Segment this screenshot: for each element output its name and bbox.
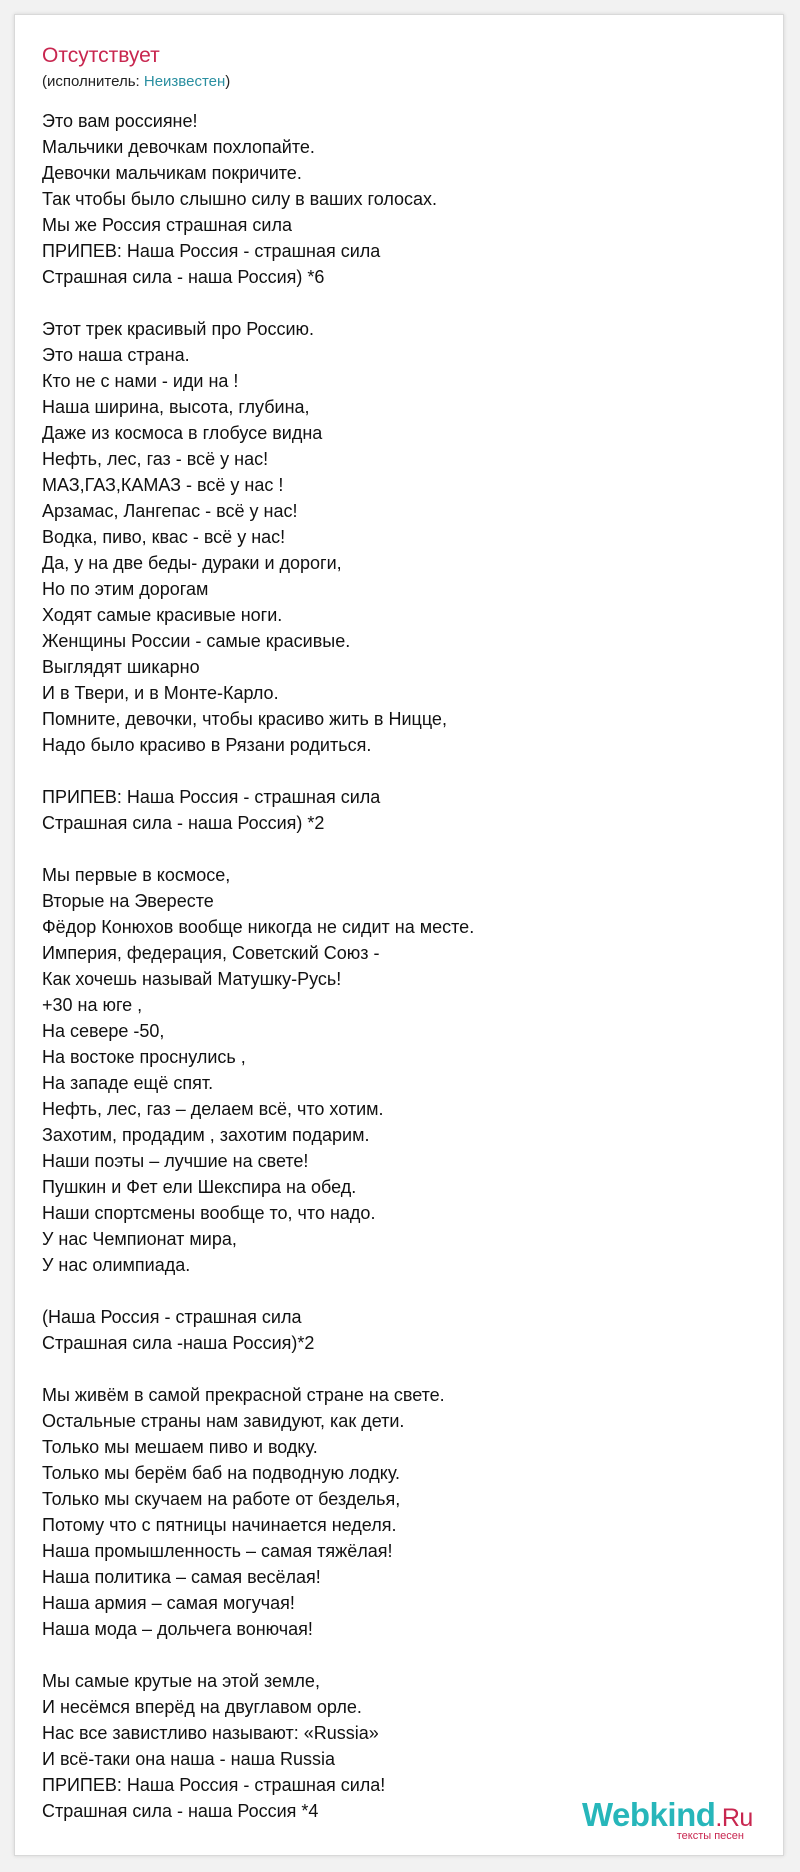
lyric-line: Нефть, лес, газ – делаем всё, что хотим.	[42, 1099, 384, 1119]
lyric-line: Это наша страна.	[42, 345, 190, 365]
lyric-blank-line	[42, 1642, 762, 1668]
lyric-line: Только мы мешаем пиво и водку.	[42, 1437, 318, 1457]
lyric-line: Остальные страны нам завидуют, как дети.	[42, 1411, 405, 1431]
lyric-line: Так чтобы было слышно силу в ваших голосах.	[42, 189, 438, 209]
artist-link[interactable]: Неизвестен	[143, 73, 226, 90]
lyric-line: Страшная сила - наша Россия *4	[42, 1801, 319, 1821]
lyric-line: Девочки мальчикам покричите.	[42, 163, 302, 183]
lyric-line: Страшная сила -наша Россия)*2	[42, 1333, 315, 1353]
lyric-line: ПРИПЕВ: Наша Россия - страшная сила!	[42, 1775, 386, 1795]
lyric-line: Это вам россияне!	[42, 111, 198, 131]
lyric-line: Империя, федерация, Советский Союз -	[42, 943, 380, 963]
lyric-line: Мы самые крутые на этой земле,	[42, 1671, 320, 1691]
lyric-line: Захотим, продадим , захотим подарим.	[42, 1125, 370, 1145]
artist-prefix: (исполнитель:	[42, 73, 144, 90]
lyric-line: Наши спортсмены вообще то, что надо.	[42, 1203, 376, 1223]
lyric-line: Фёдор Конюхов вообще никогда не сидит на месте.	[42, 917, 475, 937]
lyric-line: МАЗ,ГАЗ,КАМАЗ - всё у нас !	[42, 475, 284, 495]
lyric-blank-line	[42, 1278, 762, 1304]
lyric-line: Женщины России - самые красивые.	[42, 631, 351, 651]
lyric-line: И несёмся вперёд на двуглавом орле.	[42, 1697, 362, 1717]
lyric-line: Наша мода – дольчега вонючая!	[42, 1619, 313, 1639]
lyric-line: Этот трек красивый про Россию.	[42, 319, 315, 339]
lyric-line: ПРИПЕВ: Наша Россия - страшная сила	[42, 241, 381, 261]
lyric-line: Наша промышленность – самая тяжёлая!	[42, 1541, 393, 1561]
lyric-line: Да, у на две беды- дураки и дороги,	[42, 553, 342, 573]
lyric-line: И в Твери, и в Монте-Карло.	[42, 683, 279, 703]
lyric-line: Мальчики девочкам похлопайте.	[42, 137, 315, 157]
lyric-line: Но по этим дорогам	[42, 579, 209, 599]
lyric-line: И всё-таки она наша - наша Russia	[42, 1749, 336, 1769]
lyric-line: Мы же Россия страшная сила	[42, 215, 292, 235]
lyric-line: На западе ещё спят.	[42, 1073, 214, 1093]
lyric-line: У нас олимпиада.	[42, 1255, 191, 1275]
lyric-line: Наши поэты – лучшие на свете!	[42, 1151, 309, 1171]
lyric-line: Страшная сила - наша Россия) *6	[42, 267, 325, 287]
logo-name: Webkind	[582, 1796, 716, 1833]
lyric-line: ПРИПЕВ: Наша Россия - страшная сила	[42, 787, 381, 807]
lyric-line: Наша армия – самая могучая!	[42, 1593, 295, 1613]
lyric-line: На востоке проснулись ,	[42, 1047, 246, 1067]
lyric-line: (Наша Россия - страшная сила	[42, 1307, 302, 1327]
lyric-line: Кто не с нами - иди на !	[42, 371, 239, 391]
logo-wordmark	[582, 1798, 753, 1831]
song-title: Отсутствует	[42, 44, 160, 67]
lyric-line: У нас Чемпионат мира,	[42, 1229, 237, 1249]
lyric-line: На севере -50,	[42, 1021, 165, 1041]
lyric-line: Ходят самые красивые ноги.	[42, 605, 283, 625]
lyric-line: Только мы берём баб на подводную лодку.	[42, 1463, 401, 1483]
artist-suffix: )	[225, 73, 231, 90]
lyric-blank-line	[42, 290, 762, 316]
lyric-blank-line	[42, 758, 762, 784]
lyric-line: Надо было красиво в Рязани родиться.	[42, 735, 372, 755]
lyric-line: Нас все завистливо называют: «Russia»	[42, 1723, 379, 1743]
lyric-line: +30 на юге ,	[42, 995, 143, 1015]
logo-domain: .Ru	[715, 1804, 753, 1832]
lyrics-body	[42, 108, 762, 1824]
lyric-line: Вторые на Эвересте	[42, 891, 214, 911]
lyric-line: Даже из космоса в глобусе видна	[42, 423, 323, 443]
lyric-line: Выглядят шикарно	[42, 657, 200, 677]
lyric-line: Мы первые в космосе,	[42, 865, 231, 885]
site-logo[interactable]	[582, 1798, 782, 1846]
artist-line	[42, 73, 230, 91]
lyric-blank-line	[42, 836, 762, 862]
lyric-blank-line	[42, 1356, 762, 1382]
lyric-line: Пушкин и Фет ели Шекспира на обед.	[42, 1177, 357, 1197]
lyric-line: Арзамас, Лангепас - всё у нас!	[42, 501, 298, 521]
lyric-line: Потому что с пятницы начинается неделя.	[42, 1515, 397, 1535]
lyrics-page	[14, 14, 784, 1856]
lyric-line: Мы живём в самой прекрасной стране на свете.	[42, 1385, 445, 1405]
logo-tagline: тексты песен	[676, 1830, 744, 1842]
lyric-line: Как хочешь называй Матушку-Русь!	[42, 969, 342, 989]
lyric-line: Нефть, лес, газ - всё у нас!	[42, 449, 269, 469]
lyric-line: Наша политика – самая весёлая!	[42, 1567, 321, 1587]
lyric-line: Помните, девочки, чтобы красиво жить в Ницце,	[42, 709, 447, 729]
lyric-line: Только мы скучаем на работе от безделья,	[42, 1489, 401, 1509]
lyric-line: Страшная сила - наша Россия) *2	[42, 813, 325, 833]
lyric-line: Наша ширина, высота, глубина,	[42, 397, 310, 417]
lyric-line: Водка, пиво, квас - всё у нас!	[42, 527, 286, 547]
